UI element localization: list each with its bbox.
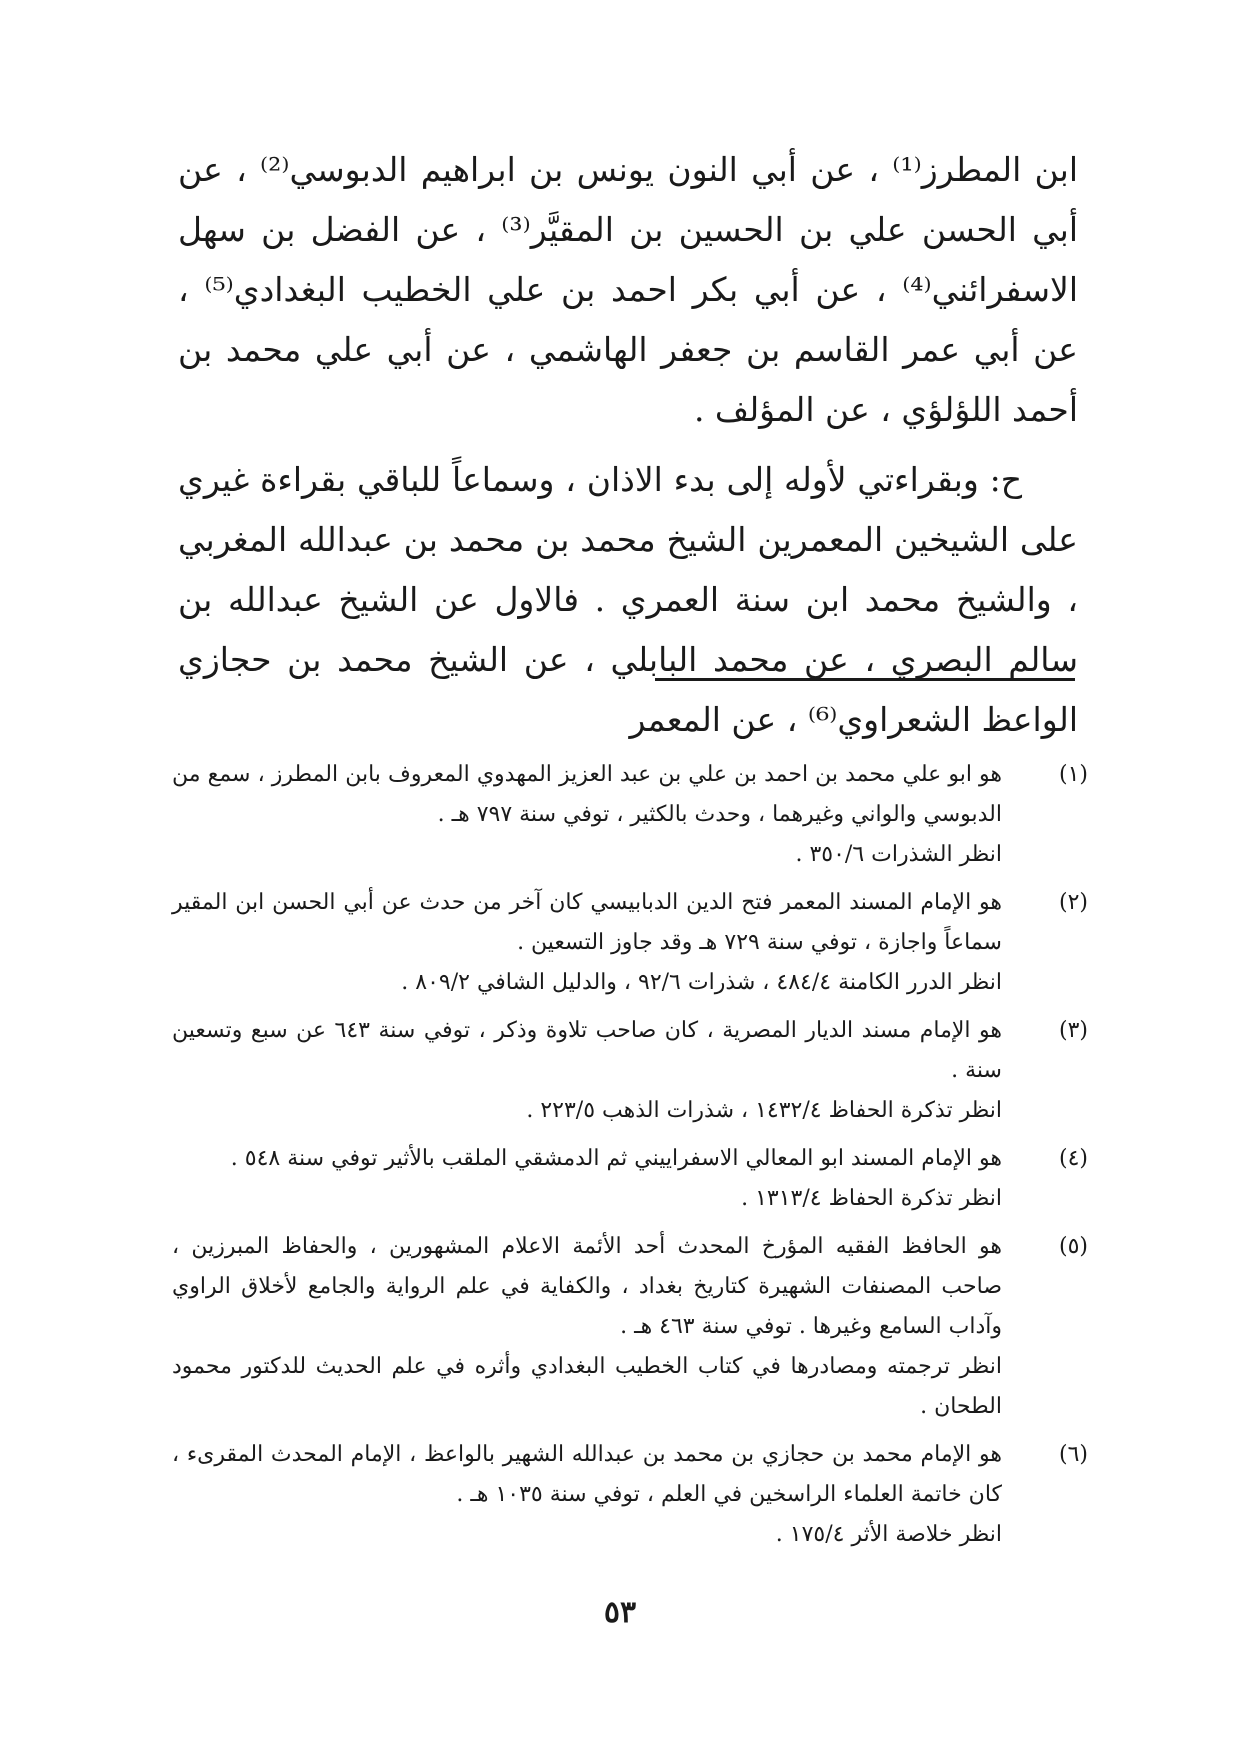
footnote-text: هو الإمام مسند الديار المصرية ، كان صاحب تلاوة وذكر ، توفي سنة ٦٤٣ عن سبع وتسعين سنة . bbox=[172, 1018, 1002, 1083]
footnotes-section bbox=[172, 755, 1088, 1563]
main-paragraph-1: ابن المطرز⁽¹⁾ ، عن أبي النون يونس بن ابراهيم الدبوسي⁽²⁾ ، عن أبي الحسن علي بن الحسين بن المقيَّر⁽³⁾ ، عن الفضل بن سهل الاسفرائني⁽⁴⁾ ، عن أبي بكر احمد بن علي الخطيب البغدادي⁽⁵⁾ ، عن أبي عمر القاسم بن جعفر الهاشمي ، عن أبي علي محمد بن أحمد اللؤلؤي ، عن المؤلف . bbox=[178, 150, 1079, 429]
main-paragraph-2: ح: وبقراءتي لأوله إلى بدء الاذان ، وسماعاً للباقي بقراءة غيري على الشيخين المعمرين الشيخ محمد بن محمد بن عبدالله المغربي ، والشيخ محمد ابن سنة العمري . فالاول عن الشيخ عبدالله بن سالم البصري ، عن محمد البابلي ، عن الشيخ محمد بن حجازي الواعظ الشعراوي⁽⁶⁾ ، عن المعمر bbox=[178, 460, 1078, 739]
footnote-reference: انظر الشذرات ٣٥٠/٦ . bbox=[795, 842, 1002, 867]
footnote-number: (٤) bbox=[1058, 1146, 1088, 1171]
footnote-text: هو الحافظ الفقيه المؤرخ المحدث أحد الأئمة الاعلام المشهورين ، والحفاظ المبرزين ، صاحب المصنفات الشهيرة كتاريخ بغداد ، والكفاية في علم الرواية والجامع لأخلاق الراوي وآداب السامع وغيرها . توفي سنة ٤٦٣ هـ . bbox=[172, 1234, 1002, 1339]
footnote-text: هو ابو علي محمد بن احمد بن علي بن عبد العزيز المهدوي المعروف بابن المطرز ، سمع من الدبوسي والواني وغيرهما ، وحدث بالكثير ، توفي سنة ٧٩٧ هـ . bbox=[172, 762, 1002, 827]
page-number: ٥٣ bbox=[603, 1595, 637, 1630]
main-text-body bbox=[178, 140, 1078, 750]
footnote-text: هو الإمام المسند المعمر فتح الدين الدبابيسي كان آخر من حدث عن أبي الحسن ابن المقير سماعاً واجازة ، توفي سنة ٧٢٩ هـ وقد جاوز التسعين . bbox=[172, 890, 1002, 955]
footnote-2 bbox=[172, 883, 1088, 1003]
footnote-number: (٣) bbox=[1058, 1018, 1088, 1043]
footnote-number: (٥) bbox=[1058, 1234, 1088, 1259]
footnote-4 bbox=[172, 1139, 1088, 1219]
footnote-number: (٦) bbox=[1058, 1442, 1088, 1467]
footnote-reference: انظر تذكرة الحفاظ ١٣١٣/٤ . bbox=[741, 1186, 1002, 1211]
footnote-reference: انظر الدرر الكامنة ٤٨٤/٤ ، شذرات ٩٢/٦ ، والدليل الشافي ٨٠٩/٢ . bbox=[401, 970, 1002, 995]
footnote-reference: انظر تذكرة الحفاظ ١٤٣٢/٤ ، شذرات الذهب ٢٢٣/٥ . bbox=[526, 1098, 1002, 1123]
footnote-6 bbox=[172, 1435, 1088, 1555]
footnote-text: هو الإمام المسند ابو المعالي الاسفراييني ثم الدمشقي الملقب بالأثير توفي سنة ٥٤٨ . bbox=[230, 1146, 1002, 1171]
footnote-reference: انظر خلاصة الأثر ١٧٥/٤ . bbox=[775, 1522, 1002, 1547]
footnote-number: (١) bbox=[1058, 762, 1088, 787]
footnote-1 bbox=[172, 755, 1088, 875]
footnote-text: هو الإمام محمد بن حجازي بن محمد بن عبدالله الشهير بالواعظ ، الإمام المحدث المقرىء ، كان خاتمة العلماء الراسخين في العلم ، توفي سنة ١٠٣٥ هـ . bbox=[172, 1442, 1002, 1507]
footnote-number: (٢) bbox=[1058, 890, 1088, 915]
footnote-reference: انظر ترجمته ومصادرها في كتاب الخطيب البغدادي وأثره في علم الحديث للدكتور محمود الطحان . bbox=[172, 1354, 1002, 1419]
footnote-3 bbox=[172, 1011, 1088, 1131]
footnote-separator-rule bbox=[655, 678, 1075, 681]
footnote-5 bbox=[172, 1227, 1088, 1427]
